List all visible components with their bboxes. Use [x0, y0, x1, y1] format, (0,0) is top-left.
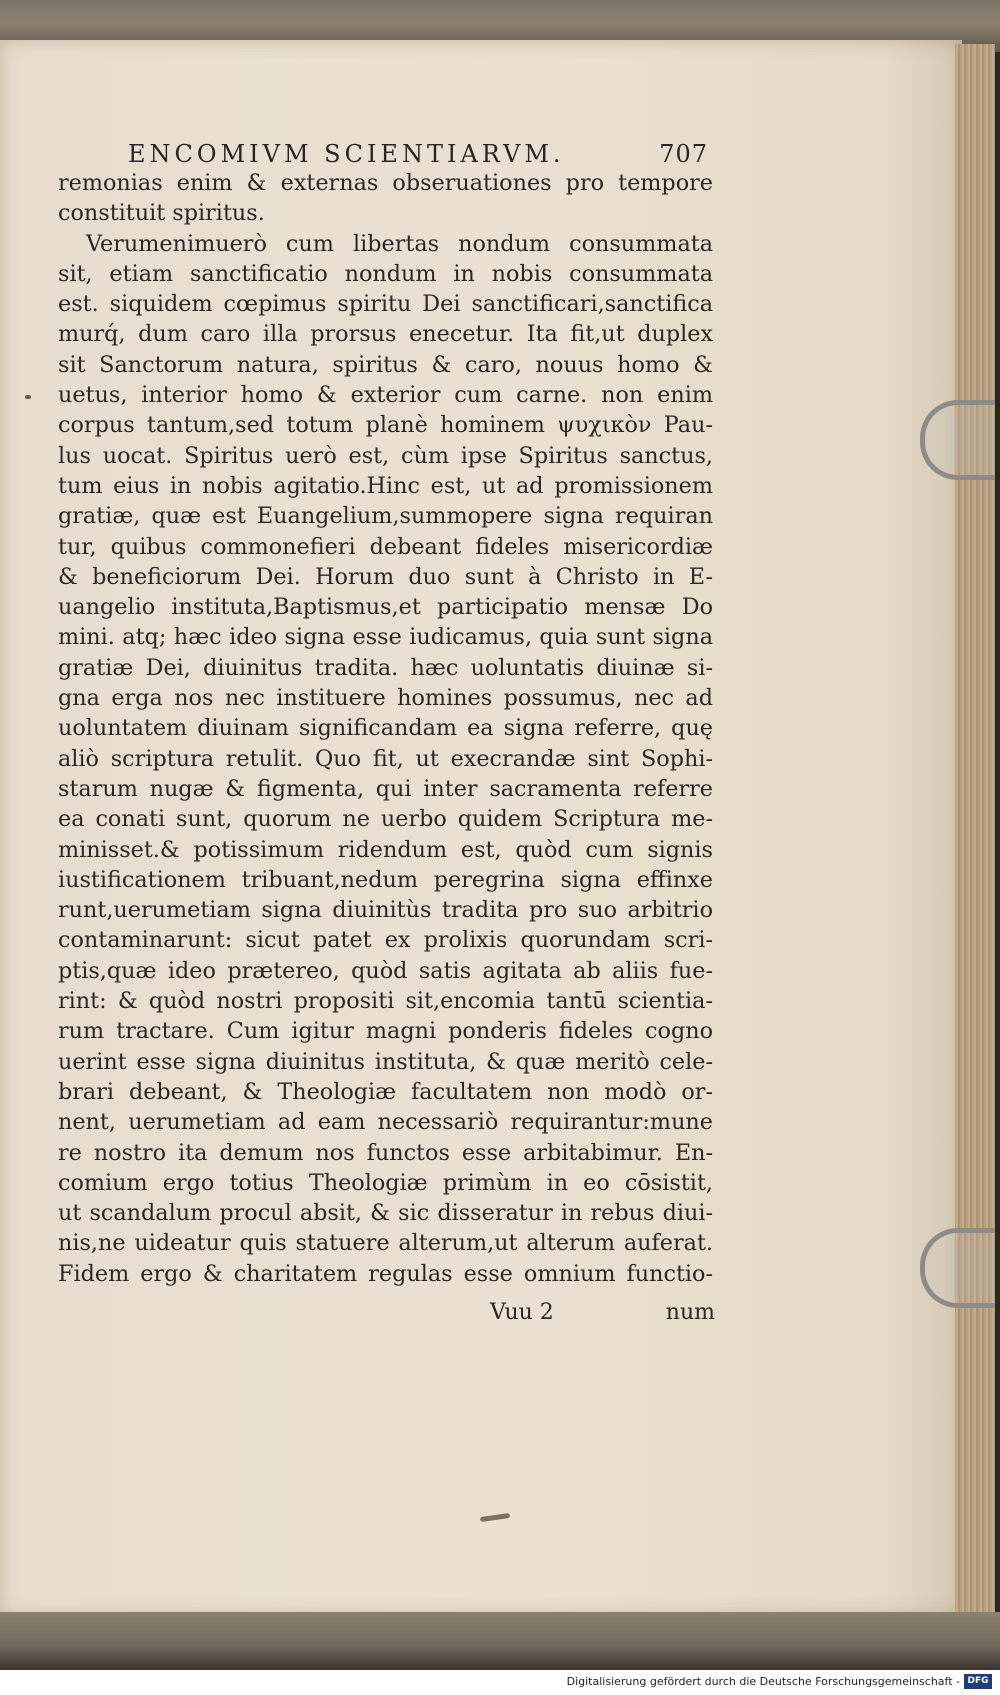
text-line: sit Sanctorum natura, spiritus & caro, nouus homo &	[58, 351, 713, 378]
text-line: gna erga nos nec instituere homines possumus, nec ad	[58, 685, 713, 712]
text-line: comium ergo totius Theologiæ primùm in eo cōsistit,	[58, 1169, 713, 1196]
text-line: nent, uerumetiam ad eam necessariò requirantur:mune	[58, 1109, 713, 1136]
text-line: ut scandalum procul absit, & sic disseratur in rebus diui-	[58, 1200, 713, 1227]
text-line: murq́, dum caro illa prorsus enecetur. Ita fit,ut duplex	[58, 321, 713, 348]
text-line: sit, etiam sanctificatio nondum in nobis consummata	[58, 260, 713, 287]
text-line: iustificationem tribuant,nedum peregrina signa effinxe	[58, 866, 713, 893]
text-line: rint: & quòd nostri propositi sit,encomia tantū scientia-	[58, 988, 713, 1015]
text-line: uangelio instituta,Baptismus,et participatio mensæ Do	[58, 594, 713, 621]
text-line: gratiæ, quæ est Euangelium,summopere signa requiran	[58, 503, 713, 530]
text-line: brari debeant, & Theologiæ facultatem non modò or-	[58, 1078, 713, 1105]
text-line: uetus, interior homo & exterior cum carne. non enim	[58, 382, 713, 409]
catchword: num	[665, 1300, 715, 1325]
text-line: mini. atq; hæc ideo signa esse iudicamus, quia sunt signa	[58, 624, 713, 651]
text-line: est. siquidem cœpimus spiritu Dei sanctificari,sanctifica	[58, 291, 713, 318]
paper-clip-upper	[920, 400, 995, 480]
text-line: re nostro ita demum nos functos esse arbitabimur. En-	[58, 1139, 713, 1166]
body-text	[58, 168, 713, 1289]
text-line: contaminarunt: sicut patet ex prolixis quorundam scri-	[58, 927, 713, 954]
text-line: corpus tantum,sed totum planè hominem ψυχικὸν Pau-	[58, 412, 713, 439]
text-line: Verumenimuerò cum libertas nondum consummata	[86, 230, 713, 257]
text-line: Fidem ergo & charitatem regulas esse omnium functio-	[58, 1260, 713, 1287]
text-line: uoluntatem diuinam significandam ea signa referre, quę	[58, 715, 713, 742]
text-line: starum nugæ & figmenta, qui inter sacramenta referre	[58, 775, 713, 802]
text-line: nis,ne uideatur quis statuere alterum,ut alterum auferat.	[58, 1230, 713, 1257]
text-line: constituit spiritus.	[58, 200, 265, 227]
running-title: ENCOMIVM SCIENTIARVM.	[128, 140, 565, 168]
digitization-credit: Digitalisierung gefördert durch die Deutsche Forschungsgemeinschaft -	[566, 1675, 960, 1688]
page-number: 707	[659, 140, 708, 168]
text-line: runt,uerumetiam signa diuinitùs tradita pro suo arbitrio	[58, 897, 713, 924]
text-line: & beneficiorum Dei. Horum duo sunt à Christo in E-	[58, 563, 713, 590]
text-line: tur, quibus commonefieri debeant fideles misericordiæ	[58, 533, 713, 560]
margin-mark	[25, 395, 31, 399]
signature-line	[490, 1300, 715, 1332]
text-line: tum eius in nobis agitatio.Hinc est, ut ad promissionem	[58, 472, 713, 499]
text-line: rum tractare. Cum igitur magni ponderis fideles cogno	[58, 1018, 713, 1045]
text-line: ptis,quæ ideo prætereo, quòd satis agitata ab aliis fue-	[58, 957, 713, 984]
text-line: remonias enim & externas obseruationes pro tempore	[58, 170, 713, 196]
bottom-book-board	[0, 1612, 1000, 1670]
page-edges	[955, 44, 995, 1614]
text-line: uerint esse signa diuinitus instituta, & quæ meritò cele-	[58, 1048, 713, 1075]
text-line: gratiæ Dei, diuinitus tradita. hæc uoluntatis diuinæ si-	[58, 654, 713, 681]
paper-clip-lower	[920, 1228, 995, 1308]
text-line: aliò scriptura retulit. Quo fit, ut execrandæ sint Sophi-	[58, 745, 713, 772]
dfg-logo: DFG	[964, 1674, 992, 1689]
text-line: ea conati sunt, quorum ne uerbo quidem Scriptura me-	[58, 806, 713, 833]
footer-bar	[0, 1670, 1000, 1695]
signature-mark: Vuu 2	[490, 1300, 554, 1325]
text-line: minisset.& potissimum ridendum est, quòd cum signis	[58, 836, 713, 863]
text-line: lus uocat. Spiritus uerò est, cùm ipse Spiritus sanctus,	[58, 442, 713, 469]
